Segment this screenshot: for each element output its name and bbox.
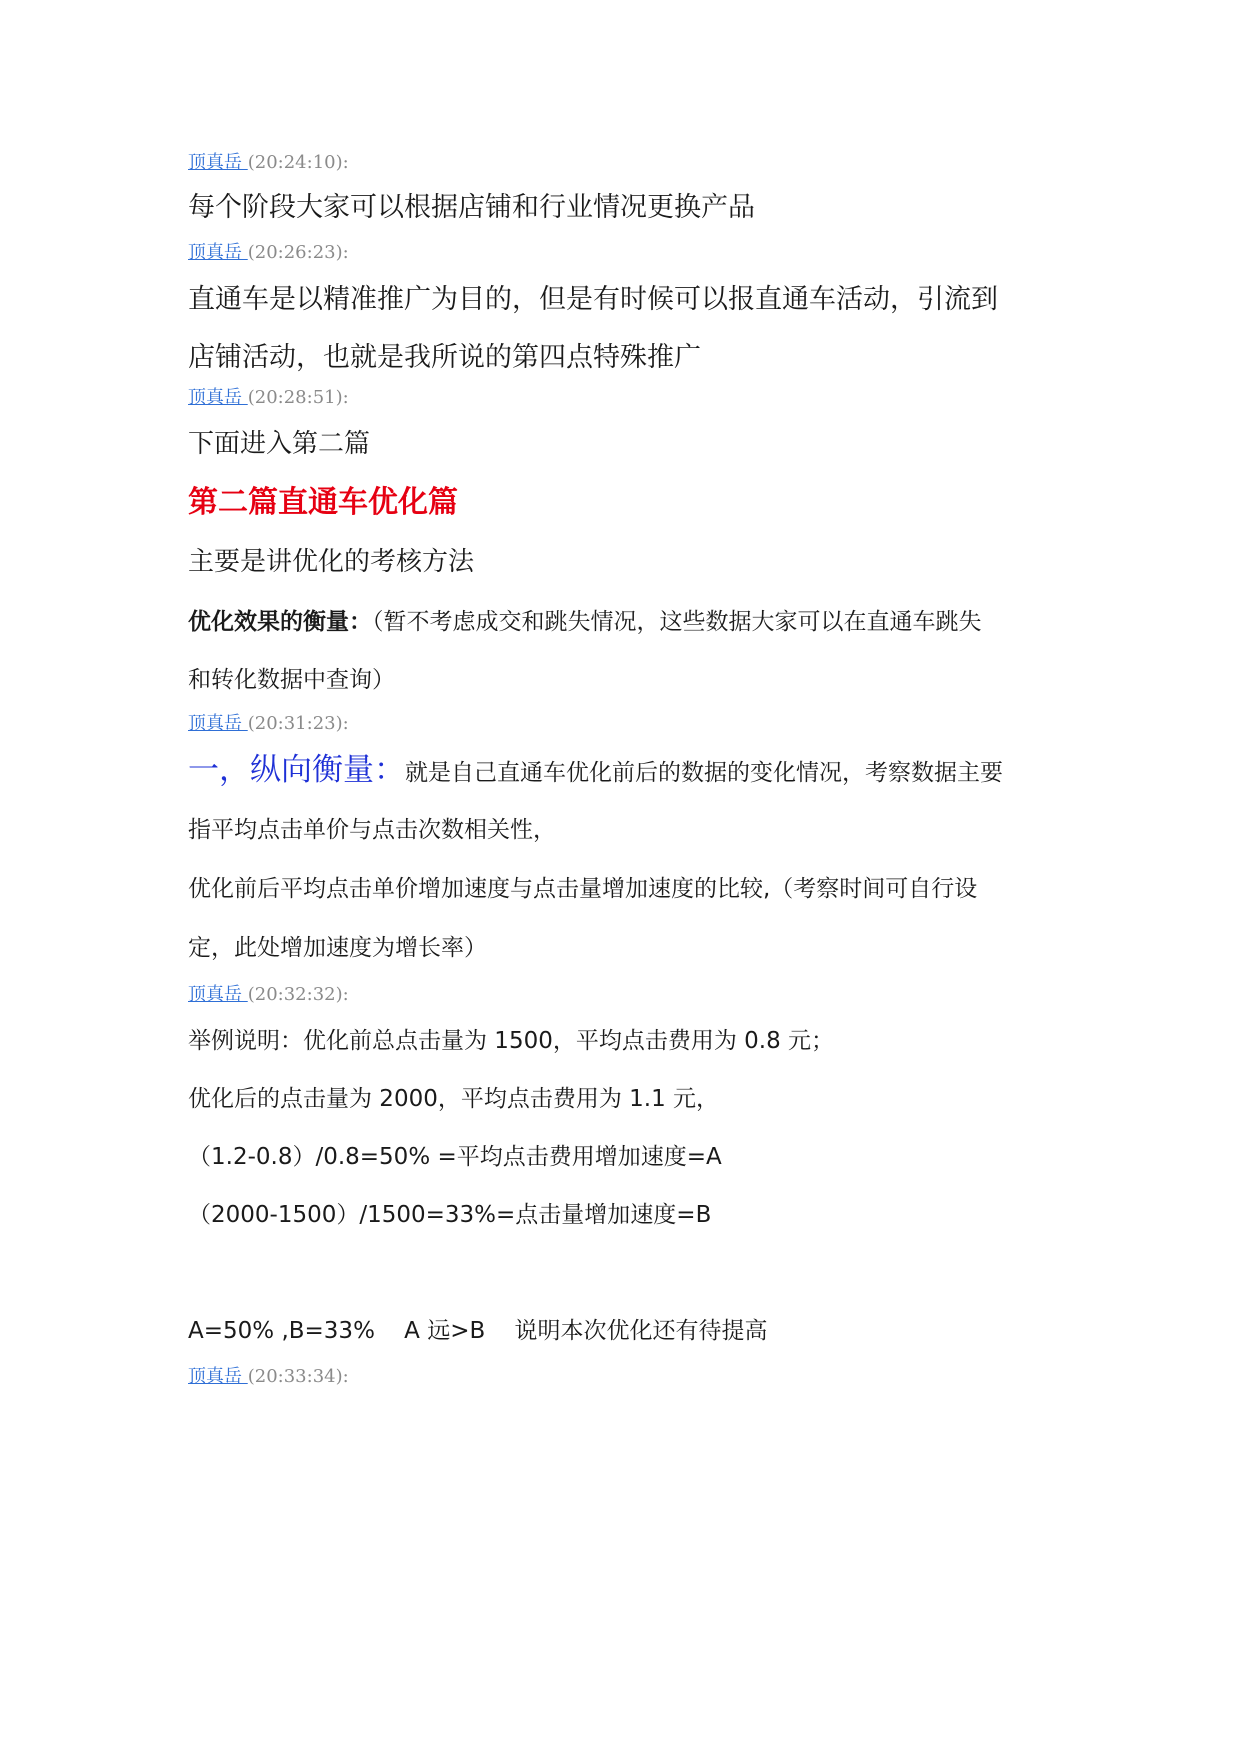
blue-label: 一，纵向衡量： [188,752,405,788]
message-header [188,385,1068,411]
message-header [188,982,1068,1008]
timestamp: (20:33:34): [247,1366,349,1387]
message-text: （2000-1500）/1500=33%=点击量增加速度=B [188,1202,712,1228]
timestamp: (20:26:23): [247,242,349,263]
sender-link[interactable]: 顶真岳 [188,242,248,263]
sender-link[interactable]: 顶真岳 [188,152,248,173]
sender-link[interactable]: 顶真岳 [188,1366,248,1387]
section-heading: 第二篇直通车优化篇 [188,485,458,520]
message-text: （1.2-0.8）/0.8=50% =平均点击费用增加速度=A [188,1144,722,1170]
sender-link[interactable]: 顶真岳 [188,713,248,734]
message-text: 定，此处增加速度为增长率） [188,935,487,961]
timestamp: (20:31:23): [247,713,349,734]
message-text: 指平均点击单价与点击次数相关性， [188,817,556,843]
timestamp: (20:32:32): [247,984,349,1005]
message-header [188,1364,1068,1390]
message-text: 下面进入第二篇 [188,429,371,459]
chat-log-document [188,150,1068,1390]
message-header [188,240,1068,266]
sender-link[interactable]: 顶真岳 [188,387,248,408]
message-text-part: （暂不考虑成交和跳失情况，这些数据大家可以在直通车跳失 [372,609,982,635]
message-header [188,711,1068,737]
blank-line [188,1240,1068,1298]
timestamp: (20:24:10): [247,152,349,173]
message-text: 优化后的点击量为 2000，平均点击费用为 1.1 元， [188,1086,720,1112]
message-header [188,150,1068,176]
message-text [188,737,1068,806]
message-text [188,595,1068,649]
timestamp: (20:28:51): [247,387,349,408]
message-text: 主要是讲优化的考核方法 [188,547,475,577]
message-text: A=50% ,B=33% A 远>B 说明本次优化还有待提高 [188,1318,768,1344]
bold-label: 优化效果的衡量： [188,609,372,635]
message-text: 每个阶段大家可以根据店铺和行业情况更换产品 [188,192,755,223]
message-text: 店铺活动，也就是我所说的第四点特殊推广 [188,342,701,373]
message-text: 直通车是以精准推广为目的，但是有时候可以报直通车活动，引流到 [188,284,998,315]
message-text-part: 就是自己直通车优化前后的数据的变化情况，考察数据主要 [405,760,1003,786]
message-text: 和转化数据中查询） [188,667,395,693]
message-text: 优化前后平均点击单价增加速度与点击量增加速度的比较,（考察时间可自行设 [188,876,978,902]
message-text: 举例说明：优化前总点击量为 1500，平均点击费用为 0.8 元； [188,1028,835,1054]
sender-link[interactable]: 顶真岳 [188,984,248,1005]
